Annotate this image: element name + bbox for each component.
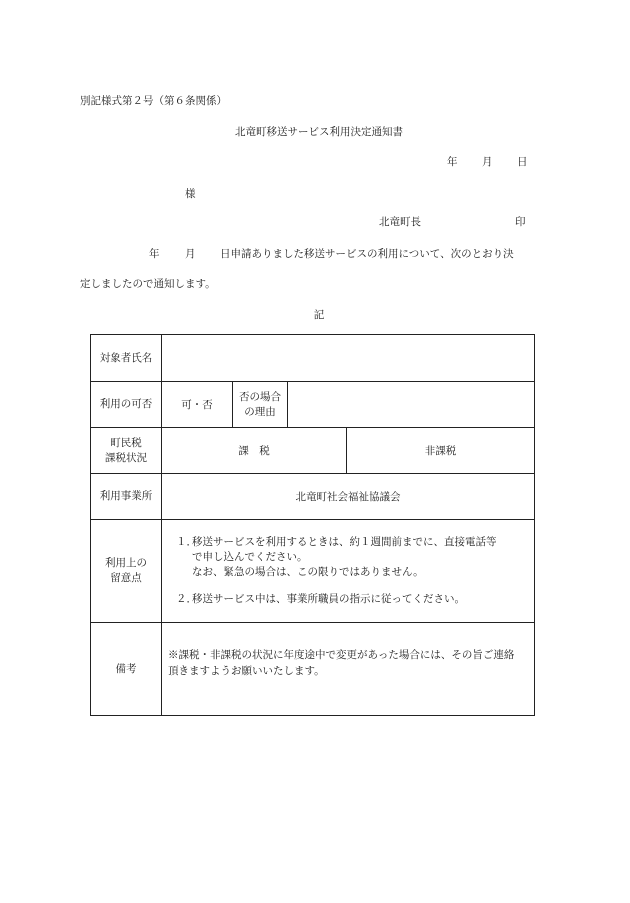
issuer-name: 北竜町長: [379, 216, 421, 228]
body-line-2: 定しましたので通知します。: [80, 278, 216, 290]
reason-label-line-2: の理由: [244, 405, 276, 418]
note-1-line-2: で申し込んでください。: [192, 551, 308, 563]
tax-label-line-2: 課税状況: [105, 451, 147, 464]
notes-label-line-2: 留意点: [110, 572, 142, 584]
notification-table: [90, 334, 535, 716]
seal-mark: 印: [515, 216, 526, 228]
reason-label: [233, 382, 288, 428]
note-item-1: [168, 535, 524, 580]
note-item-2: [168, 592, 524, 607]
reason-field[interactable]: [288, 382, 535, 428]
body-line-1: 日申請ありました移送サービスの利用について、次のとおり決: [220, 248, 514, 260]
reason-label-line-1: 否の場合: [239, 390, 281, 403]
provider-label: 利用事業所: [91, 474, 162, 520]
remarks-text: ※課税・非課税の状況に年度途中で変更があった場合には、その旨ご連絡頂きますようお願いいたします。: [162, 623, 535, 716]
usage-label: 利用の可否: [91, 382, 162, 428]
tax-option-nontaxed[interactable]: 非課税: [347, 428, 535, 474]
tax-label-line-1: 町民税: [110, 436, 142, 449]
body-month: 月: [185, 248, 196, 260]
row-provider: [91, 474, 535, 520]
body-year: 年: [149, 248, 160, 260]
row-target-name: [91, 335, 535, 382]
note-2-line-1: 移送サービス中は、事業所職員の指示に従ってください。: [192, 593, 465, 605]
tax-label: [91, 428, 162, 474]
note-1-number: １．: [176, 536, 197, 548]
date-day: 日: [517, 156, 528, 168]
note-2-number: ２．: [176, 593, 197, 605]
date-year: 年: [447, 156, 458, 168]
date-month: 月: [482, 156, 493, 168]
note-1-line-1: 移送サービスを利用するときは、約１週間前までに、直接電話等: [192, 536, 497, 548]
name-label: 対象者氏名: [91, 335, 162, 382]
recipient-suffix: 様: [185, 188, 196, 200]
notes-content: [162, 520, 535, 623]
remarks-label: 備考: [91, 623, 162, 716]
row-usage: [91, 382, 535, 428]
notes-label: [91, 520, 162, 623]
provider-value: 北竜町社会福祉協議会: [162, 474, 535, 520]
tax-option-taxed[interactable]: 課 税: [162, 428, 347, 474]
row-notes: [91, 520, 535, 623]
form-number: 別記様式第２号（第６条関係）: [80, 95, 227, 107]
note-1-line-3: なお、緊急の場合は、この限りではありません。: [192, 566, 424, 578]
ki-heading: 記: [313, 309, 325, 321]
usage-choice[interactable]: 可・否: [162, 382, 233, 428]
notes-label-line-1: 利用上の: [105, 557, 147, 569]
row-remarks: [91, 623, 535, 716]
row-tax-status: [91, 428, 535, 474]
name-field[interactable]: [162, 335, 535, 382]
document-title: 北竜町移送サービス利用決定通知書: [235, 126, 403, 138]
